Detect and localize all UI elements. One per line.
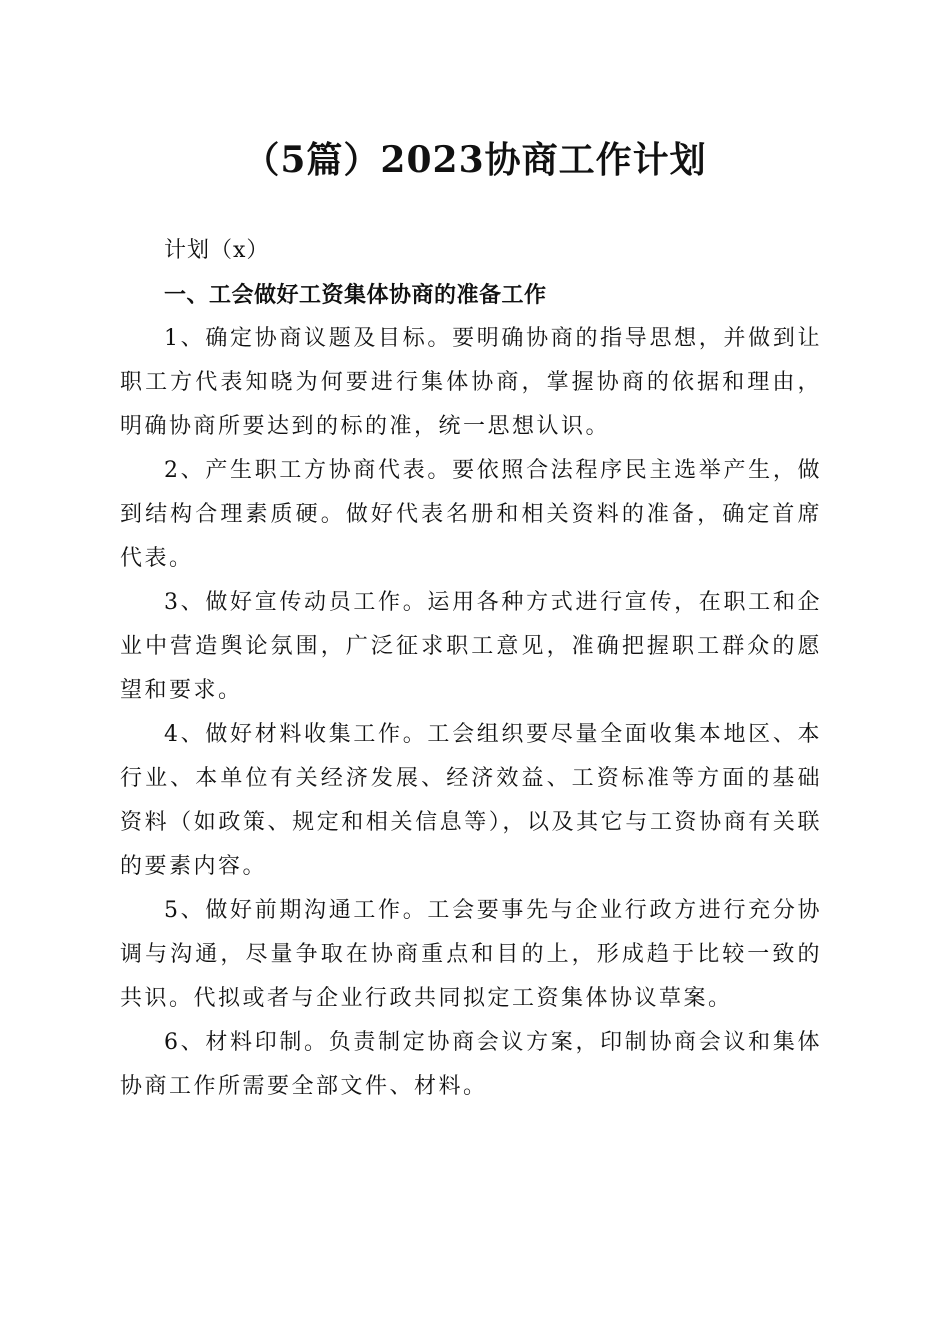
paragraph-6: 6、材料印制。负责制定协商会议方案，印制协商会议和集体协商工作所需要全部文件、材料。 [120,1030,822,1099]
paragraph-4: 4、做好材料收集工作。工会组织要尽量全面收集本地区、本行业、本单位有关经济发展、经济效益、工资标准等方面的基础资料（如政策、规定和相关信息等），以及其它与工资协商有关联的要素内容。 [120,722,822,879]
section-heading: 一、工会做好工资集体协商的准备工作 [164,282,547,308]
document-body [120,229,822,1109]
document-title: （5篇）2023协商工作计划 [243,139,707,181]
plan-label: 计划（x） [164,238,270,263]
paragraph-3: 3、做好宣传动员工作。运用各种方式进行宣传，在职工和企业中营造舆论氛围，广泛征求职工意见，准确把握职工群众的愿望和要求。 [120,590,822,703]
paragraph-5: 5、做好前期沟通工作。工会要事先与企业行政方进行充分协调与沟通，尽量争取在协商重点和目的上，形成趋于比较一致的共识。代拟或者与企业行政共同拟定工资集体协议草案。 [120,898,822,1011]
paragraph-1: 1、确定协商议题及目标。要明确协商的指导思想，并做到让职工方代表知晓为何要进行集体协商，掌握协商的依据和理由，明确协商所要达到的标的准，统一思想认识。 [120,326,822,439]
paragraph-2: 2、产生职工方协商代表。要依照合法程序民主选举产生，做到结构合理素质硬。做好代表名册和相关资料的准备，确定首席代表。 [120,458,822,571]
